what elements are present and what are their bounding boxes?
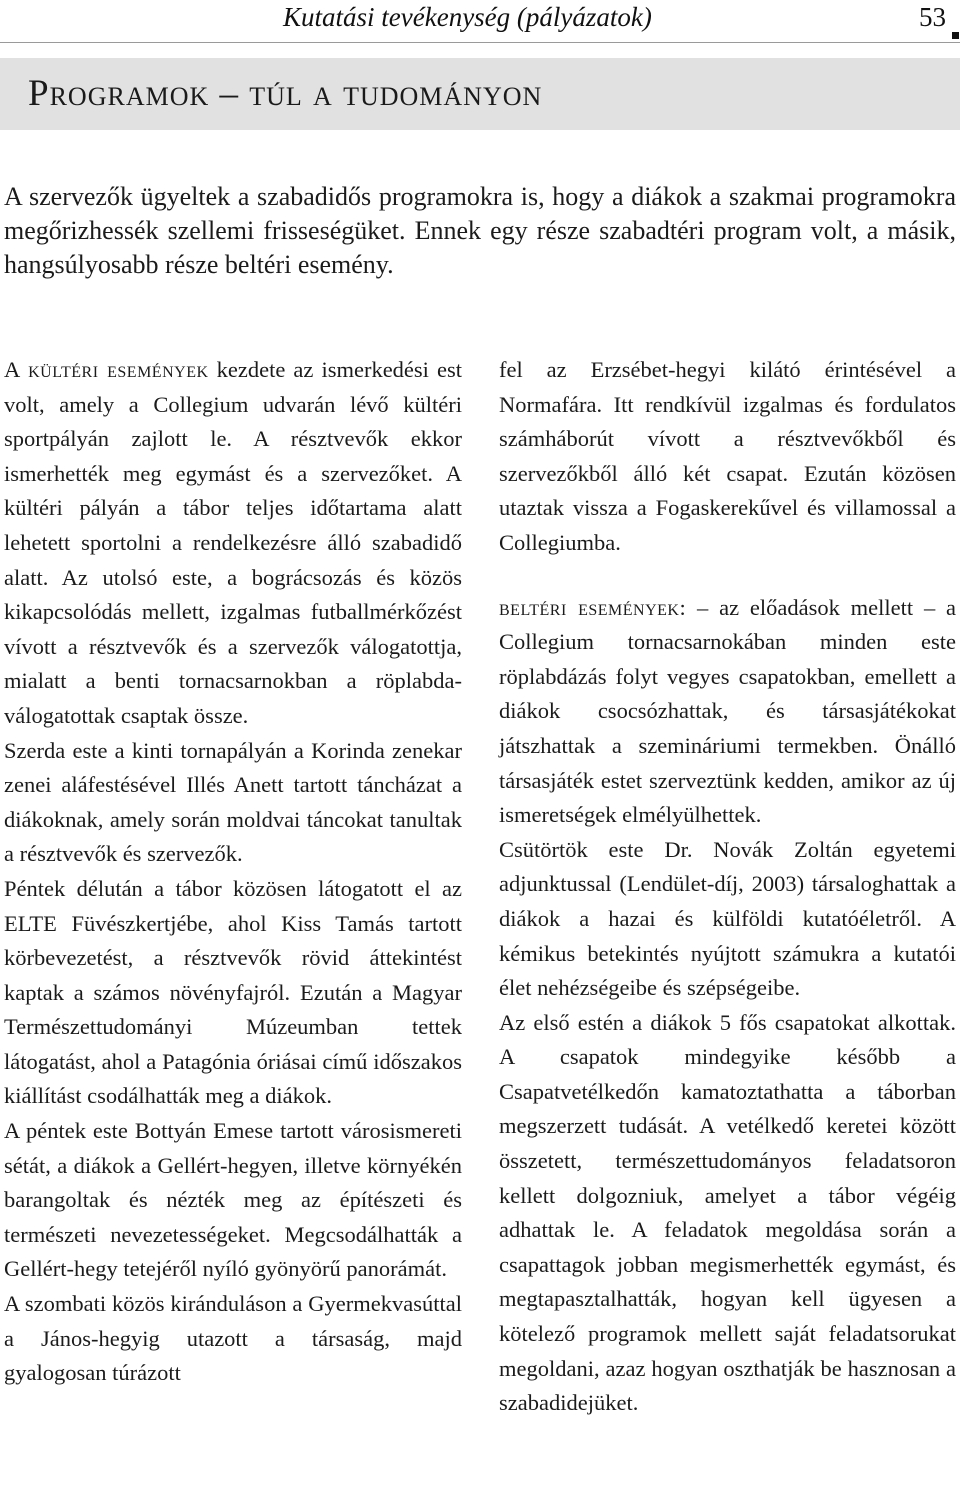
outdoor-events-lead: A kültéri események — [4, 357, 209, 382]
paragraph-team-quiz: Az első estén a diákok 5 fős csapatokat alkottak. A csapatok mindegyike később a Csapatvetélkedőn kamatoztathatta a táborban megszerzett tudását. A vetélkedő keretei között összetett, természettudományos feladatsoron kellett dolgozniuk, amelyet a tábor végéig adhattak le. A feladatok megoldása során a csapattagok jobban megismerhették egymást, és megtapasztalhatták, hogyan kell ügyesen a kötelező programok mellett saját feladatsorukat megoldani, azaz hogyan oszthatják be hasznosan a szabadidejüket. — [499, 1009, 956, 1416]
paragraph-gap — [499, 561, 956, 591]
paragraph-indoor-events — [499, 591, 956, 833]
indoor-events-lead: beltéri események: — [499, 594, 687, 620]
paragraph-botanical-garden: Péntek délután a tábor közösen látogatott el az ELTE Füvészkertjébe, ahol Kiss Tamás tartott körbevezetést, a résztvevők rövid áttekintést kaptak a számos növényfajról. Ezután a Magyar Természettudományi Múzeumban tettek látogatást, ahol a Patagónia óriásai című időszakos kiállítást csodálhatták meg a diákok. — [4, 875, 462, 1109]
page-marker — [952, 32, 959, 39]
indoor-events-text: – az előadások mellett – a Collegium tornacsarnokában minden este röplabdázás folyt vegyes csapatokban, emellett a diákok csocsózhattak, és társasjátékokat játszhattak a szemináriumi termekben. Önálló társasjáték estet szerveztünk kedden, amikor az új ismeretségek elmélyülhettek. — [499, 594, 957, 828]
paragraph-excursion-continued: fel az Erzsébet-hegyi kilátó érintésével a Normafára. Itt rendkívül izgalmas és fordulatos számháborút vívott a résztvevőkből és szervezőkből álló két csapat. Ezután közösen utaztak vissza a Fogaskerekűvel és villamossal a Collegiumba. — [499, 357, 956, 555]
page-number: 53 — [919, 2, 946, 32]
section-title: Programok – túl a tudományon — [28, 73, 543, 114]
paragraph-dance-house: Szerda este a kinti tornapályán a Korinda zenekar zenei aláfestésével Illés Anett tartott táncházat a diákoknak, amely során moldvai táncokat tanultak a résztvevők és szervezők. — [4, 737, 462, 867]
paragraph-outdoor-events — [4, 353, 462, 734]
header-rule — [0, 42, 960, 43]
paragraph-excursion: A szombati közös kiránduláson a Gyermekvasúttal a János-hegyig utazott a társaság, majd gyalogosan túrázott — [4, 1291, 462, 1386]
outdoor-events-text: kezdete az ismerkedési est volt, amely a Collegium udvarán lévő kültéri sportpályán zajlott le. A résztvevők ekkor ismerhették meg egymást és a szervezőket. A kültéri pályán a tábor teljes időtartama alatt lehetett sportolni a rendelkezésre álló szabadidő alatt. Az utolsó este, a bográcsozás és közös kikapcsolódás mellett, izgalmas futballmérkőzést vívott a résztvevők és a szervezők válogatottja, mialatt a benti tornacsarnokban a röplabda-válogatottak csaptak össze. — [4, 357, 462, 728]
right-column — [499, 353, 956, 1421]
paragraph-city-walk: A péntek este Bottyán Emese tartott városismereti sétát, a diákok a Gellért-hegyen, illetve környékén barangoltak és nézték meg az építészeti és természeti nevezetességeket. Megcsodálhatták a Gellért-hegy tetejéről nyíló gyönyörű panorámát. — [4, 1118, 462, 1282]
paragraph-guest-talk: Csütörtök este Dr. Novák Zoltán egyetemi adjunktussal (Lendület-díj, 2003) társaloghattak a diákok a hazai és külföldi kutatóéletről. A kémikus betekintés nyújtott számukra a kutatói élet nehézségeibe és szépségeibe. — [499, 836, 956, 1001]
section-title-band — [0, 58, 960, 130]
left-column — [4, 353, 462, 1391]
intro-paragraph: A szervezők ügyeltek a szabadidős programokra is, hogy a diákok a szakmai programokra megőrizhessék szellemi frisseségüket. Ennek egy része szabadtéri program volt, a másik, hangsúlyosabb része beltéri esemény. — [4, 182, 956, 279]
running-title: Kutatási tevékenység (pályázatok) — [283, 2, 652, 32]
running-header — [0, 0, 960, 40]
